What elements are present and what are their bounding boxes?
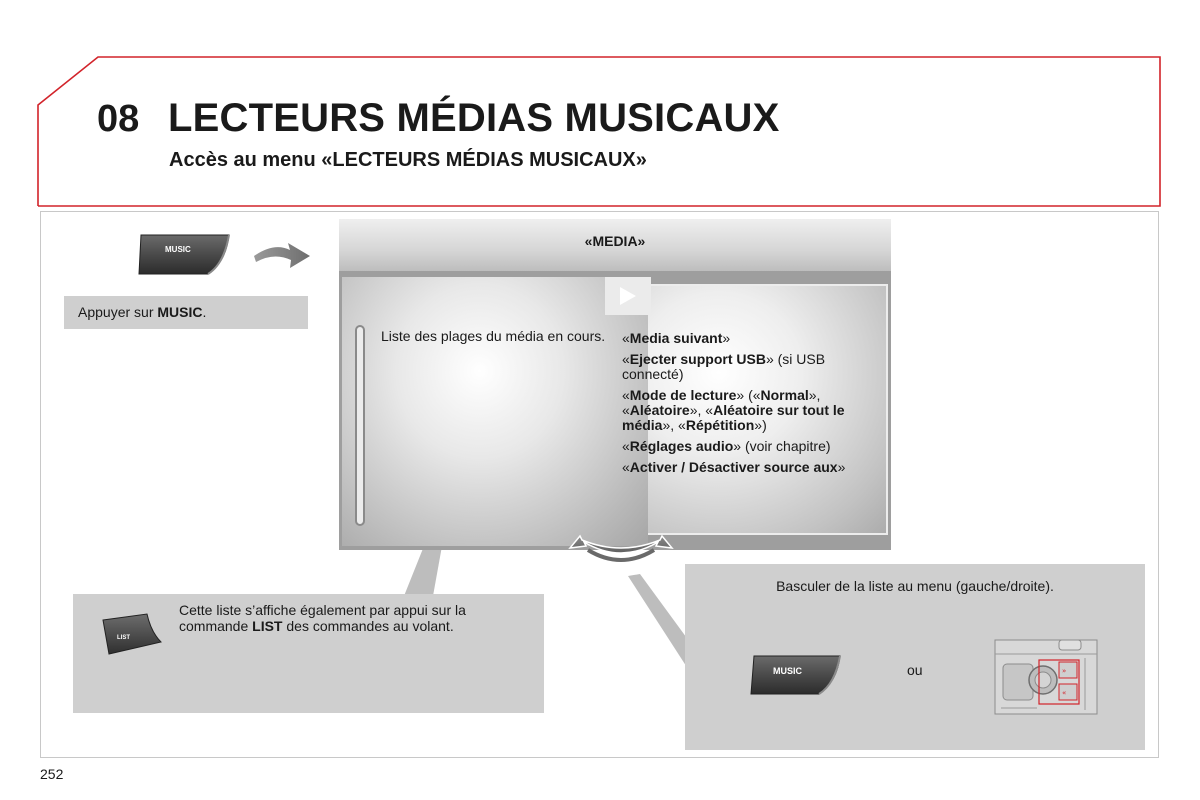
swap-arrows-icon <box>566 522 676 568</box>
track-list-panel[interactable] <box>342 277 648 546</box>
list-note <box>73 594 544 713</box>
music-button-label-2: MUSIC <box>773 666 802 676</box>
track-list-text: Liste des plages du média en cours. <box>381 328 606 344</box>
or-label: ou <box>907 662 923 678</box>
list-note-text: Cette liste s’affiche également par appui sur la commande LIST des commandes au volant. <box>179 602 466 634</box>
scrollbar[interactable] <box>355 325 365 526</box>
toggle-note-text: Basculer de la liste au menu (gauche/droite). <box>776 578 1054 594</box>
menu-list <box>622 331 872 481</box>
chapter-number: 08 <box>97 98 140 140</box>
screen-title: «MEDIA» <box>339 219 891 271</box>
media-screen <box>339 219 891 550</box>
menu-item-source-aux[interactable]: «Activer / Désactiver source aux» <box>622 459 846 475</box>
menu-item-reglages-audio[interactable]: «Réglages audio» (voir chapitre) <box>622 438 831 454</box>
list-button-label: LIST <box>117 635 130 641</box>
svg-text:»: » <box>1062 667 1067 675</box>
menu-item-mode-lecture[interactable]: «Mode de lecture» («Normal», «Aléatoire», «Aléatoire sur tout le média», «Répétition») <box>622 387 845 433</box>
toggle-note <box>685 564 1145 750</box>
music-button-graphic-2 <box>749 652 843 698</box>
music-button-label: MUSIC <box>165 245 191 254</box>
page-number: 252 <box>40 766 64 782</box>
menu-item-ejecter-usb[interactable]: «Ejecter support USB» (si USB connecté) <box>622 351 826 382</box>
chapter-subtitle: Accès au menu «LECTEURS MÉDIAS MUSICAUX» <box>169 149 647 171</box>
list-button-graphic <box>99 612 163 658</box>
music-caption: Appuyer sur MUSIC. <box>64 296 308 329</box>
chapter-title: LECTEURS MÉDIAS MUSICAUX <box>168 96 780 140</box>
menu-item-media-suivant[interactable]: «Media suivant» <box>622 330 731 346</box>
play-icon <box>620 287 636 305</box>
svg-text:«: « <box>1062 689 1067 697</box>
steering-wheel-controls-graphic <box>989 634 1101 718</box>
